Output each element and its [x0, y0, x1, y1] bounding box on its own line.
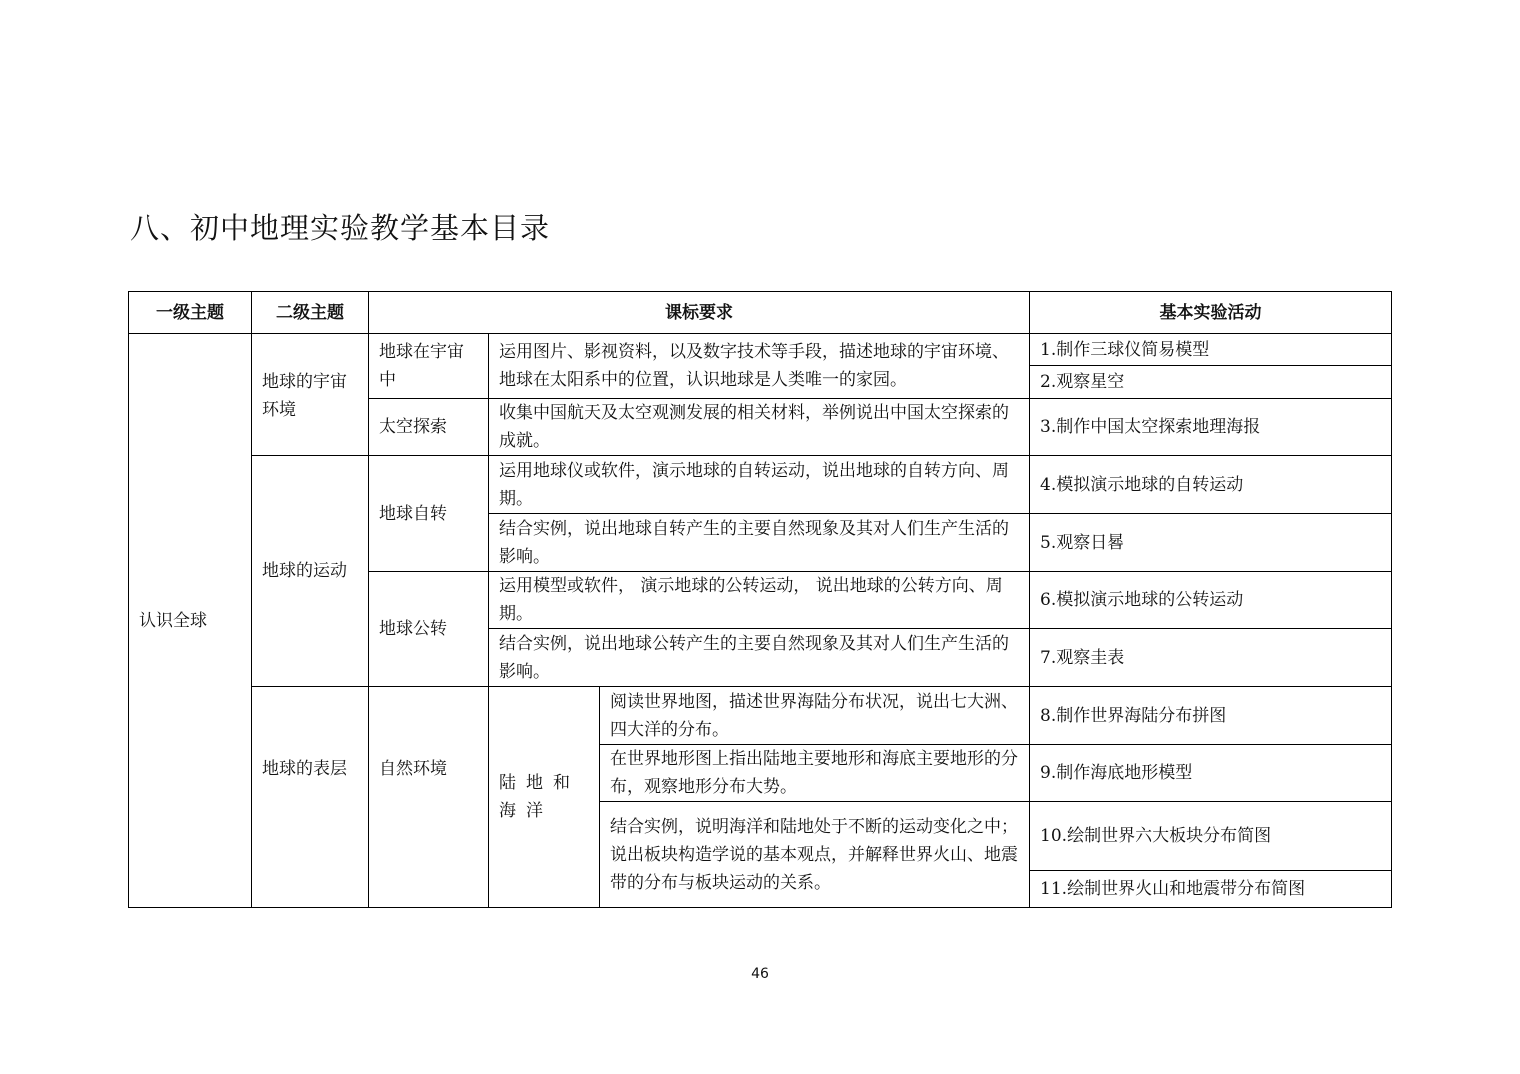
page-number: 46 [751, 966, 769, 982]
table-row [129, 456, 1392, 514]
requirement-cell: 收集中国航天及太空观测发展的相关材料，举例说出中国太空探索的成就。 [489, 399, 1030, 456]
table-header-row [129, 292, 1392, 334]
activity-cell: 11.绘制世界火山和地震带分布简图 [1030, 871, 1392, 908]
header-activities: 基本实验活动 [1030, 292, 1392, 334]
requirement-cell: 运用地球仪或软件，演示地球的自转运动，说出地球的自转方向、周期。 [489, 456, 1030, 514]
level2-topic: 地球的运动 [252, 456, 369, 687]
sub-topic: 地球自转 [369, 456, 489, 572]
requirement-cell: 结合实例，说明海洋和陆地处于不断的运动变化之中；说出板块构造学说的基本观点，并解释世界火山、地震带的分布与板块运动的关系。 [600, 802, 1030, 908]
requirement-cell: 在世界地形图上指出陆地主要地形和海底主要地形的分布，观察地形分布大势。 [600, 745, 1030, 802]
header-level2: 二级主题 [252, 292, 369, 334]
activity-cell: 1.制作三球仪简易模型 [1030, 334, 1392, 366]
activity-cell: 6.模拟演示地球的公转运动 [1030, 572, 1392, 629]
sub-topic: 地球公转 [369, 572, 489, 687]
activity-cell: 3.制作中国太空探索地理海报 [1030, 399, 1392, 456]
level2-topic: 地球的宇宙环境 [252, 334, 369, 456]
requirement-cell: 运用图片、影视资料，以及数字技术等手段，描述地球的宇宙环境、地球在太阳系中的位置，认识地球是人类唯一的家园。 [489, 334, 1030, 399]
table-row [129, 687, 1392, 745]
experiment-catalog-table [128, 291, 1392, 908]
level1-topic: 认识全球 [129, 334, 252, 908]
activity-cell: 5.观察日晷 [1030, 514, 1392, 572]
activity-cell: 7.观察圭表 [1030, 629, 1392, 687]
sub-topic-land-ocean: 陆地和海洋 [489, 687, 600, 908]
table-row [129, 334, 1392, 366]
sub-topic: 地球在宇宙中 [369, 334, 489, 399]
requirement-cell: 阅读世界地图，描述世界海陆分布状况，说出七大洲、四大洋的分布。 [600, 687, 1030, 745]
requirement-cell: 结合实例，说出地球自转产生的主要自然现象及其对人们生产生活的影响。 [489, 514, 1030, 572]
requirement-cell: 运用模型或软件， 演示地球的公转运动， 说出地球的公转方向、周期。 [489, 572, 1030, 629]
sub-topic: 自然环境 [369, 687, 489, 908]
sub-topic: 太空探索 [369, 399, 489, 456]
header-requirements: 课标要求 [369, 292, 1030, 334]
activity-cell: 2.观察星空 [1030, 366, 1392, 399]
level2-topic: 地球的表层 [252, 687, 369, 908]
requirement-cell: 结合实例，说出地球公转产生的主要自然现象及其对人们生产生活的影响。 [489, 629, 1030, 687]
activity-cell: 8.制作世界海陆分布拼图 [1030, 687, 1392, 745]
activity-cell: 10.绘制世界六大板块分布简图 [1030, 802, 1392, 871]
header-level1: 一级主题 [129, 292, 252, 334]
activity-cell: 9.制作海底地形模型 [1030, 745, 1392, 802]
activity-cell: 4.模拟演示地球的自转运动 [1030, 456, 1392, 514]
page-title: 八、初中地理实验教学基本目录 [130, 211, 551, 245]
